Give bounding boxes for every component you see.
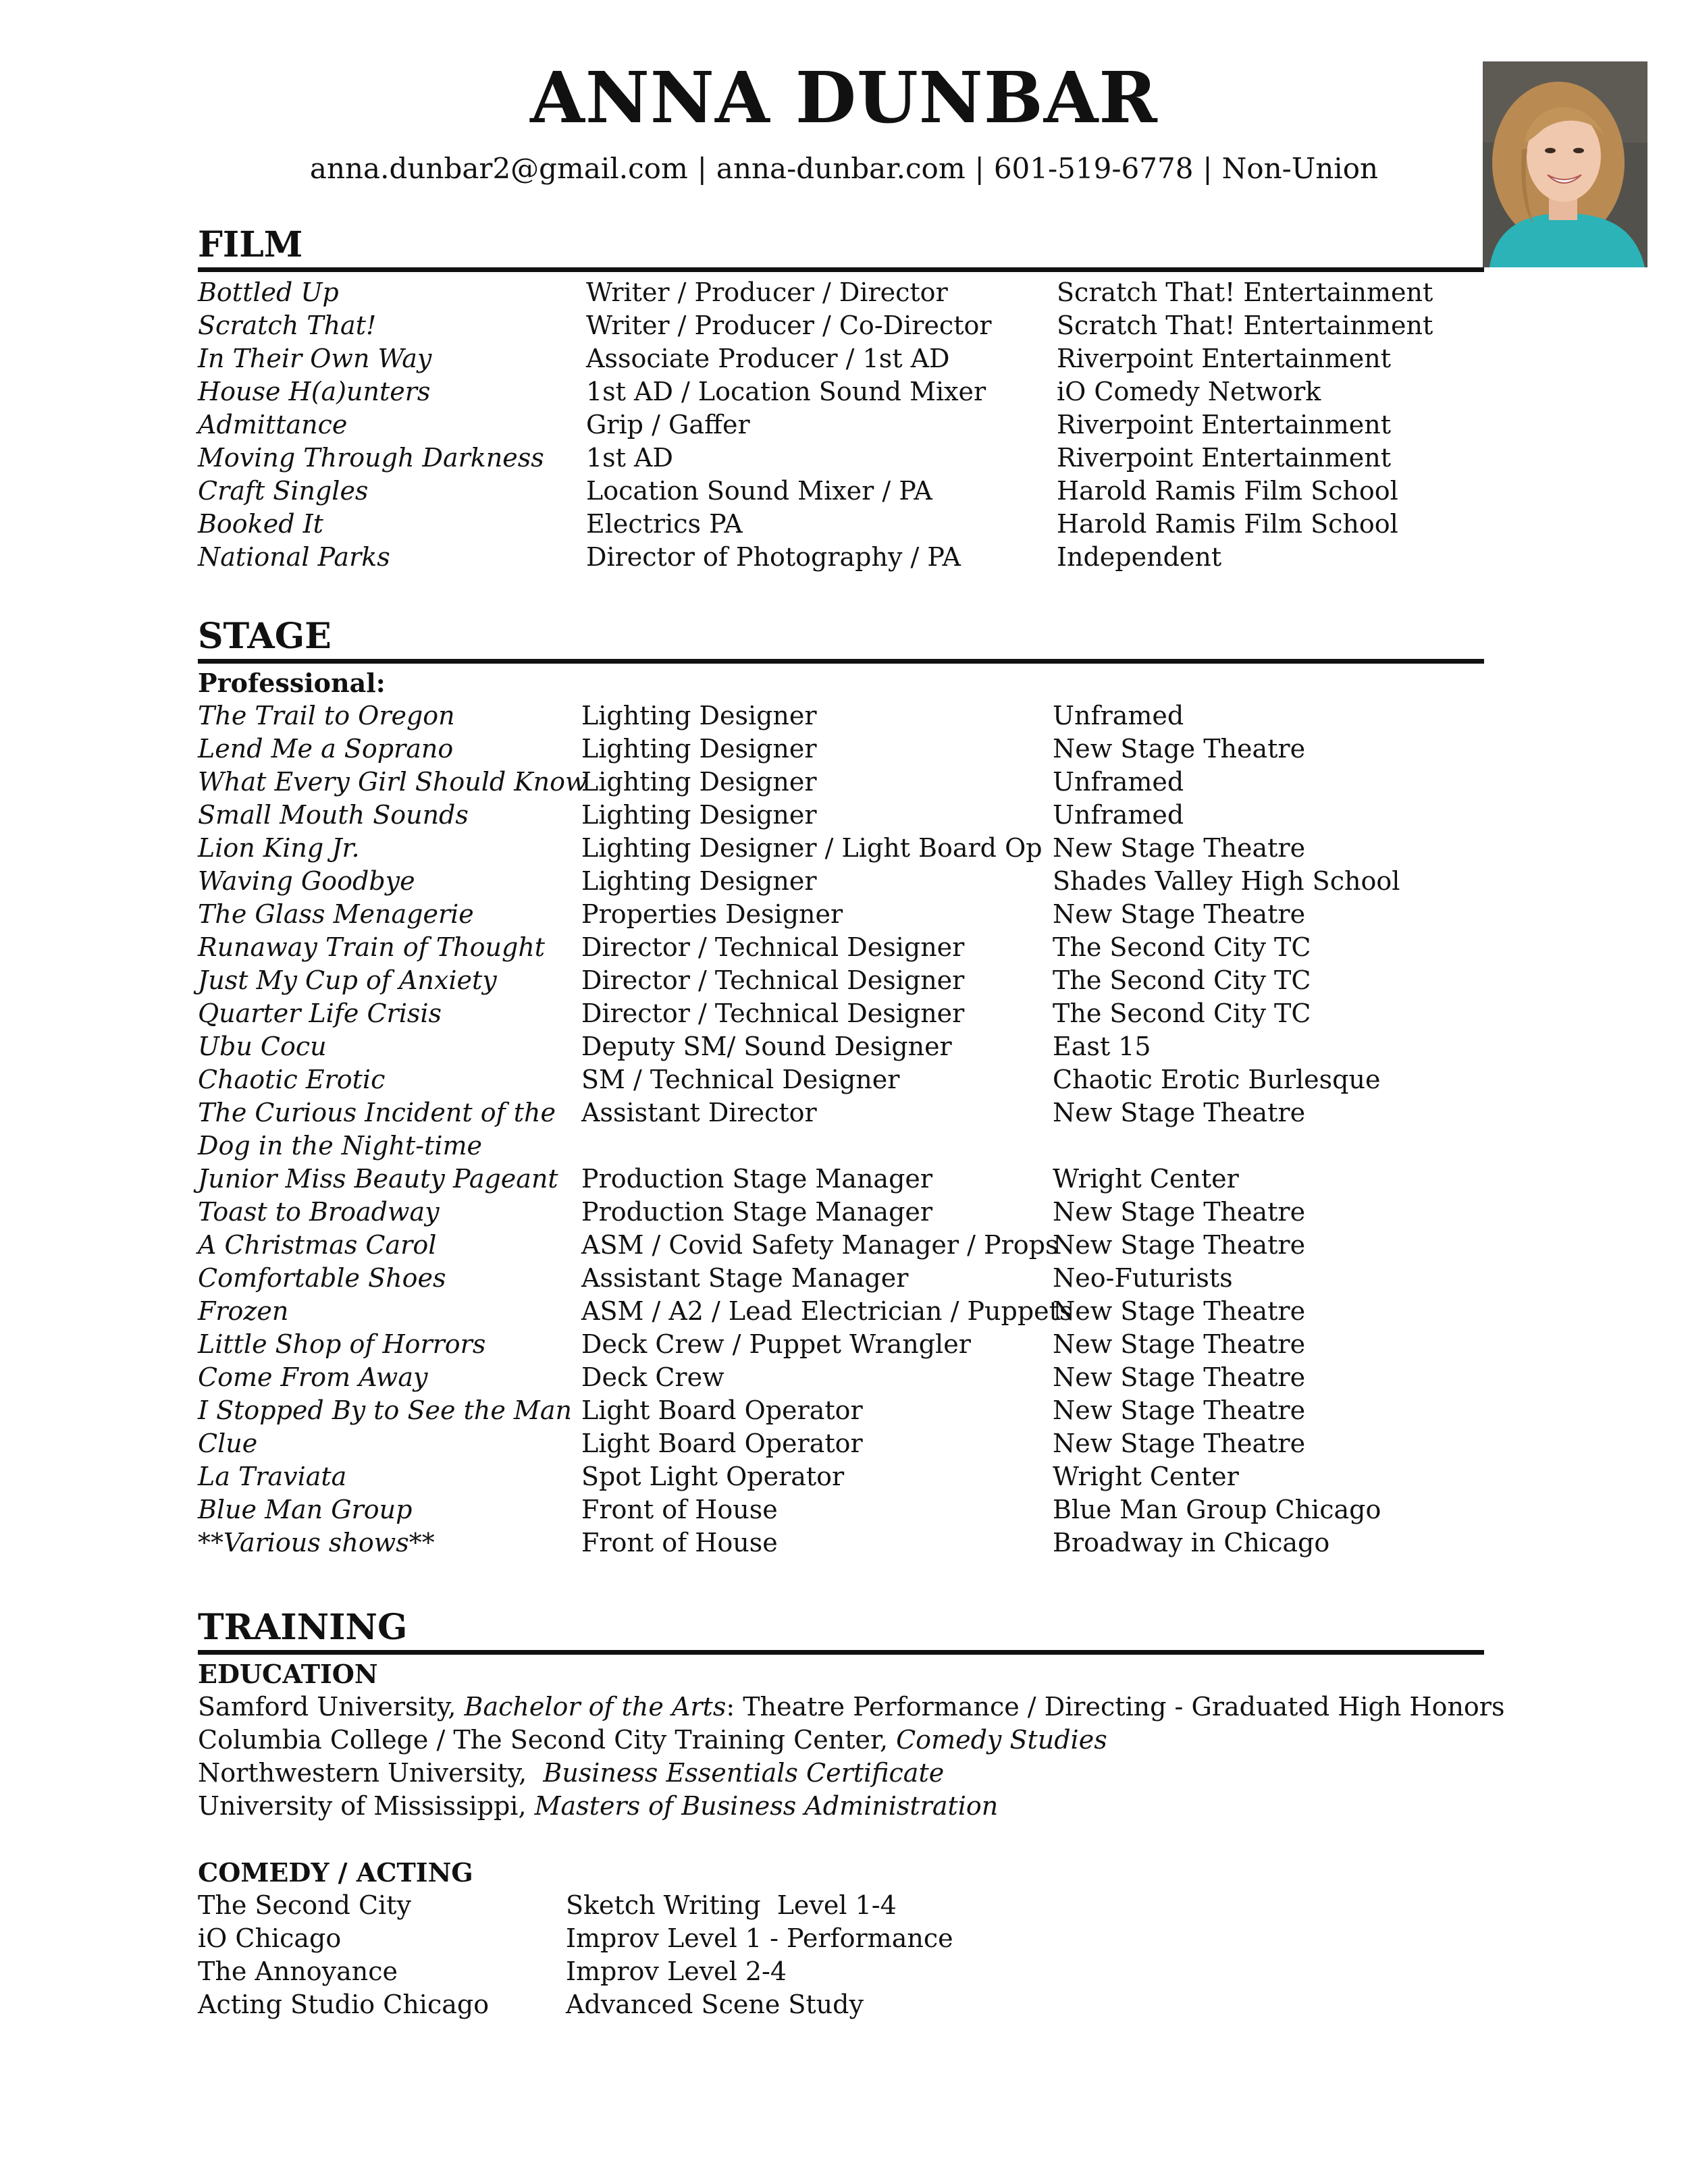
role: Lighting Designer: [581, 701, 817, 730]
role: 1st AD / Location Sound Mixer: [586, 377, 986, 406]
production-title: Admittance: [198, 410, 348, 440]
comedy-training-list: [198, 1889, 1484, 2021]
production-title: Chaotic Erotic: [198, 1065, 386, 1094]
credit-row: [198, 309, 1484, 342]
education-entry: [198, 1757, 1484, 1790]
credit-row: [198, 541, 1484, 574]
credit-row: [198, 931, 1484, 964]
training-row: [198, 1955, 1484, 1988]
role: Director / Technical Designer: [581, 932, 965, 962]
credit-row: [198, 1427, 1484, 1460]
role: Writer / Producer / Director: [586, 277, 948, 307]
union-status: Non-Union: [1221, 152, 1379, 185]
company: Harold Ramis Film School: [1057, 509, 1398, 539]
role: Grip / Gaffer: [586, 410, 750, 440]
company: New Stage Theatre: [1053, 1395, 1306, 1425]
comedy-heading: COMEDY / ACTING: [198, 1857, 473, 1888]
role: Director of Photography / PA: [586, 542, 961, 572]
role: Assistant Director: [581, 1098, 817, 1127]
company: Broadway in Chicago: [1053, 1528, 1330, 1557]
company: iO Comedy Network: [1057, 377, 1321, 406]
production-title: Toast to Broadway: [198, 1197, 440, 1227]
resume-header: [0, 54, 1688, 189]
role: Director / Technical Designer: [581, 998, 965, 1028]
training-row: [198, 1922, 1484, 1955]
credit-row: [198, 1229, 1484, 1262]
company: New Stage Theatre: [1053, 1329, 1306, 1359]
page-title: ANNA DUNBAR: [530, 56, 1158, 139]
school: University of Mississippi,: [198, 1791, 535, 1821]
company: Scratch That! Entertainment: [1057, 311, 1433, 340]
credit-row: [198, 997, 1484, 1030]
company: New Stage Theatre: [1053, 899, 1306, 929]
role: Production Stage Manager: [581, 1197, 933, 1227]
course: Advanced Scene Study: [566, 1990, 864, 2019]
production-title: In Their Own Way: [198, 344, 432, 373]
production-title: Ubu Cocu: [198, 1032, 327, 1061]
role: ASM / Covid Safety Manager / Props: [581, 1230, 1059, 1260]
education-entry: [198, 1690, 1505, 1724]
credit-row: [198, 832, 1484, 865]
education-entry: [198, 1724, 1484, 1757]
credit-row: [198, 375, 1484, 408]
email-link[interactable]: anna.dunbar2@gmail.com: [309, 152, 688, 185]
role: Deck Crew: [581, 1362, 724, 1392]
training-heading: TRAINING: [198, 1605, 1484, 1655]
production-title: Lion King Jr.: [198, 833, 360, 863]
role: Light Board Operator: [581, 1429, 863, 1458]
role: Lighting Designer / Light Board Op: [581, 833, 1043, 863]
role: Lighting Designer: [581, 800, 817, 830]
company: New Stage Theatre: [1053, 1429, 1306, 1458]
role: Light Board Operator: [581, 1395, 863, 1425]
company: New Stage Theatre: [1053, 1362, 1306, 1392]
role: Production Stage Manager: [581, 1164, 933, 1194]
credit-row: [198, 766, 1484, 799]
credit-row: [198, 1096, 1484, 1163]
separator: |: [697, 152, 707, 185]
credit-row: [198, 1030, 1484, 1063]
program: Comedy Studies: [896, 1725, 1107, 1755]
headshot-illustration: [1483, 61, 1647, 267]
company: Blue Man Group Chicago: [1053, 1495, 1381, 1524]
school: Columbia College / The Second City Training Center,: [198, 1725, 897, 1755]
credit-row: [198, 1063, 1484, 1096]
company: Harold Ramis Film School: [1057, 476, 1398, 506]
stage-subheading: Professional:: [198, 668, 386, 698]
credit-row: [198, 1295, 1484, 1328]
role: Lighting Designer: [581, 866, 817, 896]
company: Riverpoint Entertainment: [1057, 443, 1392, 473]
production-title: Frozen: [198, 1296, 289, 1326]
film-heading: FILM: [198, 223, 1484, 272]
role: Front of House: [581, 1528, 778, 1557]
production-title: Quarter Life Crisis: [198, 998, 442, 1028]
role: Spot Light Operator: [581, 1462, 845, 1491]
training-row: [198, 1889, 1484, 1922]
company: The Second City TC: [1053, 998, 1311, 1028]
company: Scratch That! Entertainment: [1057, 277, 1433, 307]
school: The Second City: [198, 1890, 411, 1920]
production-title: Bottled Up: [198, 277, 339, 307]
program: Bachelor of the Arts: [464, 1692, 727, 1722]
production-title: **Various shows**: [198, 1528, 435, 1557]
production-title: Clue: [198, 1429, 258, 1458]
production-title: Little Shop of Horrors: [198, 1329, 486, 1359]
production-title: [198, 1096, 576, 1163]
stage-credits: [198, 699, 1484, 1560]
credit-row: [198, 699, 1484, 733]
course: Improv Level 2-4: [566, 1956, 787, 1986]
company: New Stage Theatre: [1053, 1296, 1306, 1326]
production-title: Moving Through Darkness: [198, 443, 544, 473]
role: ASM / A2 / Lead Electrician / Puppets: [581, 1296, 1073, 1326]
production-title: Craft Singles: [198, 476, 369, 506]
credit-row: [198, 865, 1484, 898]
role: Associate Producer / 1st AD: [586, 344, 950, 373]
role: Location Sound Mixer / PA: [586, 476, 932, 506]
company: Shades Valley High School: [1053, 866, 1400, 896]
company: New Stage Theatre: [1053, 734, 1306, 764]
production-title: Blue Man Group: [198, 1495, 413, 1524]
production-title: A Christmas Carol: [198, 1230, 437, 1260]
credit-row: [198, 475, 1484, 508]
program: Masters of Business Administration: [534, 1791, 999, 1821]
production-title: Lend Me a Soprano: [198, 734, 454, 764]
company: New Stage Theatre: [1053, 1230, 1306, 1260]
production-title-text: The Curious Incident of the Dog in the Night-time: [198, 1098, 556, 1161]
role: Front of House: [581, 1495, 778, 1524]
phone-number: 601-519-6778: [993, 152, 1194, 185]
production-title: Runaway Train of Thought: [198, 932, 546, 962]
company: New Stage Theatre: [1053, 833, 1306, 863]
production-title: La Traviata: [198, 1462, 347, 1491]
credit-row: [198, 408, 1484, 442]
company: Unframed: [1053, 701, 1184, 730]
production-title: House H(a)unters: [198, 377, 431, 406]
company: New Stage Theatre: [1053, 1098, 1306, 1127]
credit-row: [198, 508, 1484, 541]
production-title: Waving Goodbye: [198, 866, 415, 896]
credit-row: [198, 1493, 1484, 1526]
production-title: Comfortable Shoes: [198, 1263, 446, 1293]
role: Deck Crew / Puppet Wrangler: [581, 1329, 971, 1359]
role: Properties Designer: [581, 899, 843, 929]
production-title: I Stopped By to See the Man: [198, 1395, 572, 1425]
credit-row: [198, 1526, 1484, 1560]
website-link[interactable]: anna-dunbar.com: [716, 152, 966, 185]
credit-row: [198, 799, 1484, 832]
separator: |: [1203, 152, 1213, 185]
company: Unframed: [1053, 767, 1184, 797]
production-title: Just My Cup of Anxiety: [198, 965, 497, 995]
production-title: Come From Away: [198, 1362, 428, 1392]
production-title: Junior Miss Beauty Pageant: [198, 1164, 558, 1194]
company: Wright Center: [1053, 1164, 1239, 1194]
company: The Second City TC: [1053, 932, 1311, 962]
credit-row: [198, 1460, 1484, 1493]
stage-section: [198, 614, 1484, 1560]
headshot-photo: [1483, 61, 1647, 267]
credit-row: [198, 898, 1484, 931]
company: The Second City TC: [1053, 965, 1311, 995]
film-credits: [198, 276, 1484, 574]
contact-line: [0, 149, 1688, 189]
role: Deputy SM/ Sound Designer: [581, 1032, 952, 1061]
company: Neo-Futurists: [1053, 1263, 1233, 1293]
credit-row: [198, 964, 1484, 997]
role: Lighting Designer: [581, 734, 817, 764]
school: The Annoyance: [198, 1956, 398, 1986]
training-section: [198, 1605, 1505, 2021]
production-title: The Trail to Oregon: [198, 701, 455, 730]
company: Riverpoint Entertainment: [1057, 410, 1392, 440]
credit-row: [198, 1328, 1484, 1361]
program: Business Essentials Certificate: [543, 1758, 945, 1788]
company: Independent: [1057, 542, 1222, 572]
role: Writer / Producer / Co-Director: [586, 311, 992, 340]
stage-heading: STAGE: [198, 614, 1484, 664]
company: Riverpoint Entertainment: [1057, 344, 1392, 373]
production-title: The Glass Menagerie: [198, 899, 474, 929]
school: Northwestern University,: [198, 1758, 544, 1788]
education-heading: EDUCATION: [198, 1659, 378, 1689]
credit-row: [198, 442, 1484, 475]
separator: |: [974, 152, 984, 185]
company: East 15: [1053, 1032, 1151, 1061]
course: Improv Level 1 - Performance: [566, 1923, 953, 1953]
school: Samford University,: [198, 1692, 465, 1722]
company: New Stage Theatre: [1053, 1197, 1306, 1227]
role: Director / Technical Designer: [581, 965, 965, 995]
program-detail: : Theatre Performance / Directing - Graduated High Honors: [726, 1692, 1505, 1722]
production-title: Booked It: [198, 509, 323, 539]
credit-row: [198, 342, 1484, 375]
role: 1st AD: [586, 443, 673, 473]
credit-row: [198, 1262, 1484, 1295]
role: Assistant Stage Manager: [581, 1263, 909, 1293]
production-title: Small Mouth Sounds: [198, 800, 469, 830]
credit-row: [198, 276, 1484, 309]
credit-row: [198, 1196, 1484, 1229]
credit-row: [198, 1394, 1484, 1427]
training-row: [198, 1988, 1484, 2021]
credit-row: [198, 1163, 1484, 1196]
credit-row: [198, 1361, 1484, 1394]
production-title: Scratch That!: [198, 311, 377, 340]
school: iO Chicago: [198, 1923, 342, 1953]
production-title: National Parks: [198, 542, 390, 572]
role: Lighting Designer: [581, 767, 817, 797]
company: Unframed: [1053, 800, 1184, 830]
school: Acting Studio Chicago: [198, 1990, 490, 2019]
credit-row: [198, 733, 1484, 766]
role: SM / Technical Designer: [581, 1065, 900, 1094]
company: Chaotic Erotic Burlesque: [1053, 1065, 1381, 1094]
course: Sketch Writing Level 1-4: [566, 1890, 897, 1920]
education-entry: [198, 1790, 1484, 1823]
company: Wright Center: [1053, 1462, 1239, 1491]
production-title: What Every Girl Should Know: [198, 767, 587, 797]
film-section: [198, 223, 1484, 574]
role: Electrics PA: [586, 509, 743, 539]
